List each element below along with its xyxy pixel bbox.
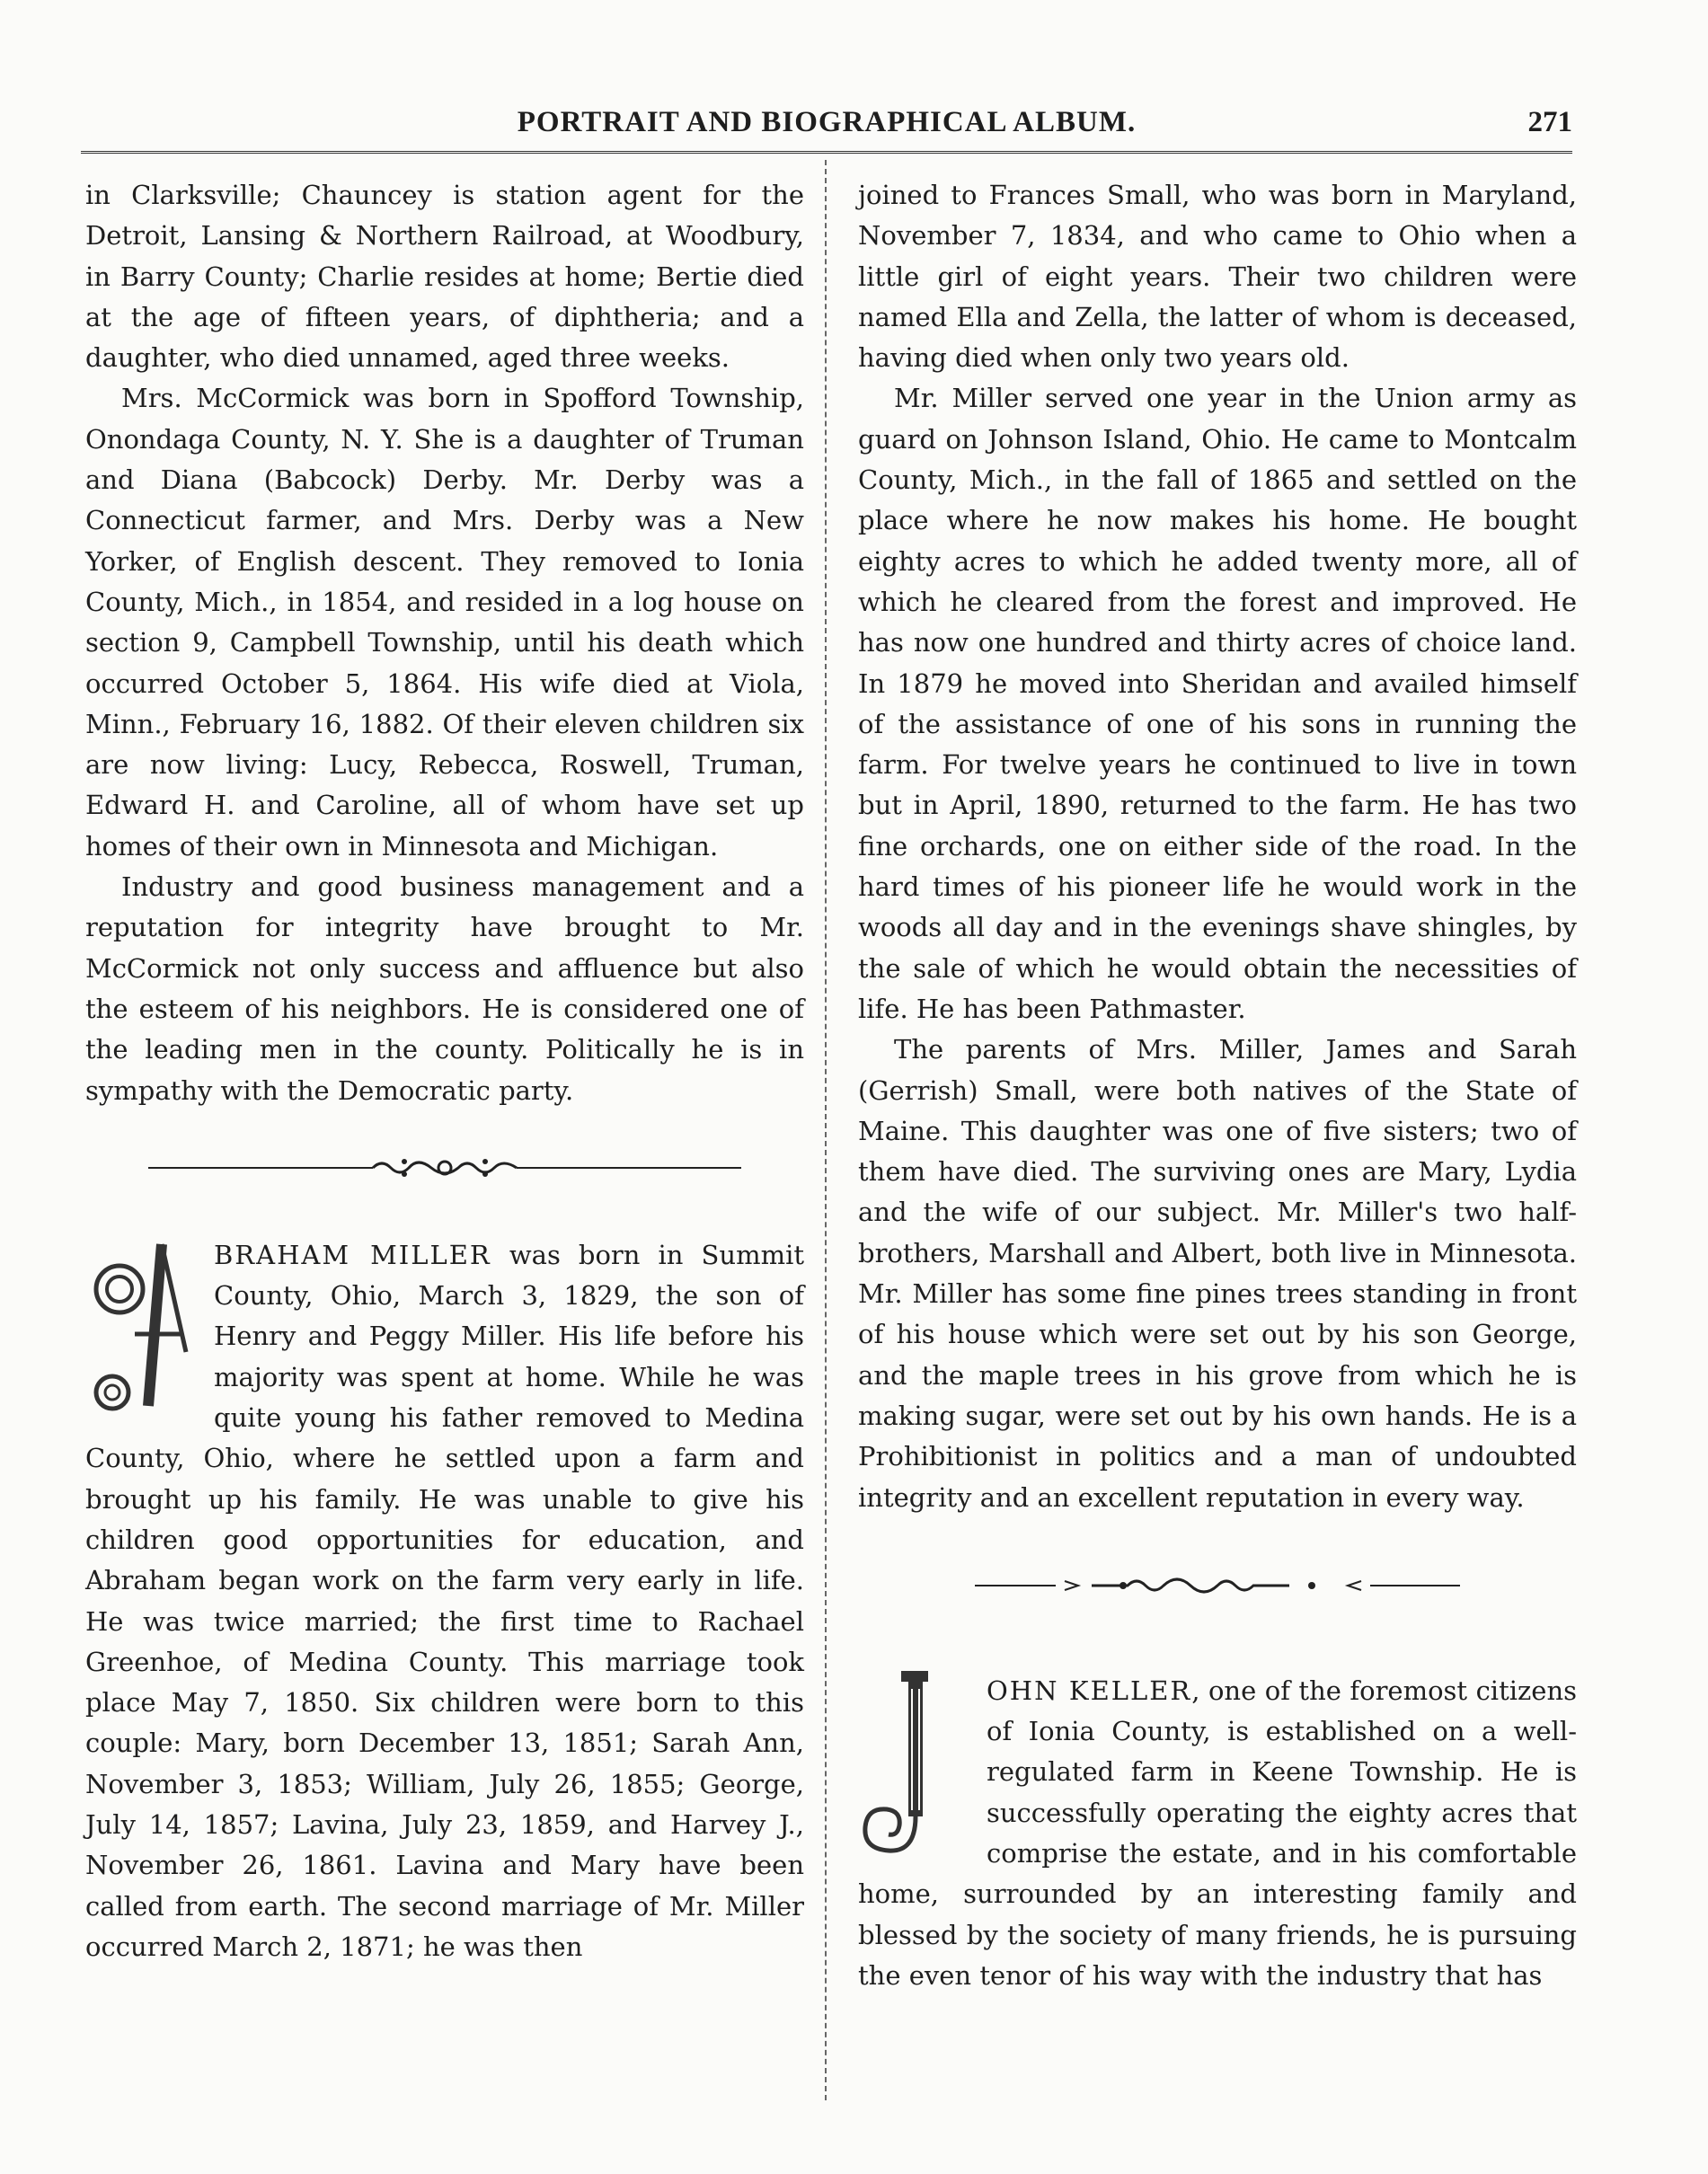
drop-cap-j xyxy=(858,1671,970,1860)
header-rule xyxy=(81,151,1572,154)
page-header xyxy=(81,99,1572,153)
abraham-miller-name: BRAHAM MILLER xyxy=(214,1239,491,1270)
scroll-divider-right xyxy=(975,1572,1460,1599)
abraham-miller-text: was born in Summit County, Ohio, March 3, 1829, the son of Henry and Peggy Miller. His life before his majority was spent at home. While he was quite young his father removed to Medina County, Ohio, where he settled upon a farm and brought up his family. He was unable to give his children good opportunities for education, and Abraham began work on the farm very early in life. He was twice married; the first time to Rachael Greenhoe, of Medina County. This marriage took place May 7, 1850. Six children were born to this couple: Mary, born December 13, 1851; Sarah Ann, November 3, 1853; William, July 26, 1855; George, July 14, 1857; Lavina, July 23, 1859, and Harvey J., November 26, 1861. Lavina and Mary have been called from earth. The second marriage of Mr. Miller occurred March 2, 1871; he was then xyxy=(85,1239,805,1962)
john-keller-text: , one of the foremost citizens of Ionia County, is established on a well-regulated farm in Keene Township. He is successfully operating the eighty acres that comprise the estate, and in his comfortable home, surrounded by an interesting family and blessed by the society of many friends, he is pursuing the even tenor of his way with the industry that has xyxy=(858,1675,1578,1991)
paragraph-clarksville: in Clarksville; Chauncey is station agent for the Detroit, Lansing & Northern Railroad, at Woodbury, in Barry County; Charlie resides at home; Bertie died at the age of fifteen years, of diphtheria; and a daughter, who died unnamed, aged three weeks. xyxy=(85,180,804,374)
paragraph-frances-small: joined to Frances Small, who was born in Maryland, November 7, 1834, and who came to Ohio when a little girl of eight years. Their two children were named Ella and Zella, the latter of whom is deceased, having died when only two years old. xyxy=(858,180,1577,374)
page-number: 271 xyxy=(1527,106,1572,138)
paragraph-industry: Industry and good business management and a reputation for integrity have brought to Mr. McCormick not only success and affluence but also the esteem of his neighbors. He is considered one of the leading men in the county. Politically he is in sympathy with the Democratic party. xyxy=(85,871,804,1106)
paragraph-mrs-mccormick: Mrs. McCormick was born in Spofford Township, Onondaga County, N. Y. She is a daughter of Truman and Diana (Babcock) Derby. Mr. Derby was a Connecticut farmer, and Mrs. Derby was a New Yorker, of English descent. They removed to Ionia County, Mich., in 1854, and resided in a log house on section 9, Campbell Township, until his death which occurred October 5, 1864. His wife died at Viola, Minn., February 16, 1882. Of their eleven children six are now living: Lucy, Rebecca, Roswell, Truman, Edward H. and Caroline, all of whom have set up homes of their own in Minnesota and Michigan. xyxy=(85,383,804,862)
paragraph-union-army: Mr. Miller served one year in the Union army as guard on Johnson Island, Ohio. He came to Montcalm County, Mich., in the fall of 1865 and settled on the place where he now makes his home. He bought eighty acres to which he added twenty more, all of which he cleared from the forest and improved. He has now one hundred and thirty acres of choice land. In 1879 he moved into Sheridan and availed himself of the assistance of one of his sons in running the farm. For twelve years he continued to live in town but in April, 1890, returned to the farm. He has two fine orchards, one on either side of the road. In the hard times of his pioneer life he would work in the woods all day and in the evenings shave shingles, by the sale of which he would obtain the necessities of life. He has been Pathmaster. xyxy=(858,383,1577,1024)
running-title: PORTRAIT AND BIOGRAPHICAL ALBUM. xyxy=(517,106,1137,138)
john-keller-biography xyxy=(858,1671,1577,1996)
scroll-divider-left xyxy=(148,1154,741,1181)
column-divider xyxy=(825,160,827,2100)
john-keller-name: OHN KELLER xyxy=(987,1675,1192,1706)
abraham-miller-biography xyxy=(85,1235,804,1967)
paragraph-parents: The parents of Mrs. Miller, James and Sarah (Gerrish) Small, were both natives of the State of Maine. This daughter was one of five sisters; two of them have died. The surviving ones are Mary, Lydia and the wife of our subject. Mr. Miller's two half-brothers, Marshall and Albert, both live in Minnesota. Mr. Miller has some fine pines trees standing in front of his house which were set out by his son George, and the maple trees in his grove from which he is making sugar, were set out by his own hands. He is a Prohibitionist in politics and a man of undoubted integrity and an excellent reputation in every way. xyxy=(858,1034,1577,1513)
left-column xyxy=(85,175,804,1967)
right-column xyxy=(858,175,1577,1996)
drop-cap-a xyxy=(85,1235,198,1424)
